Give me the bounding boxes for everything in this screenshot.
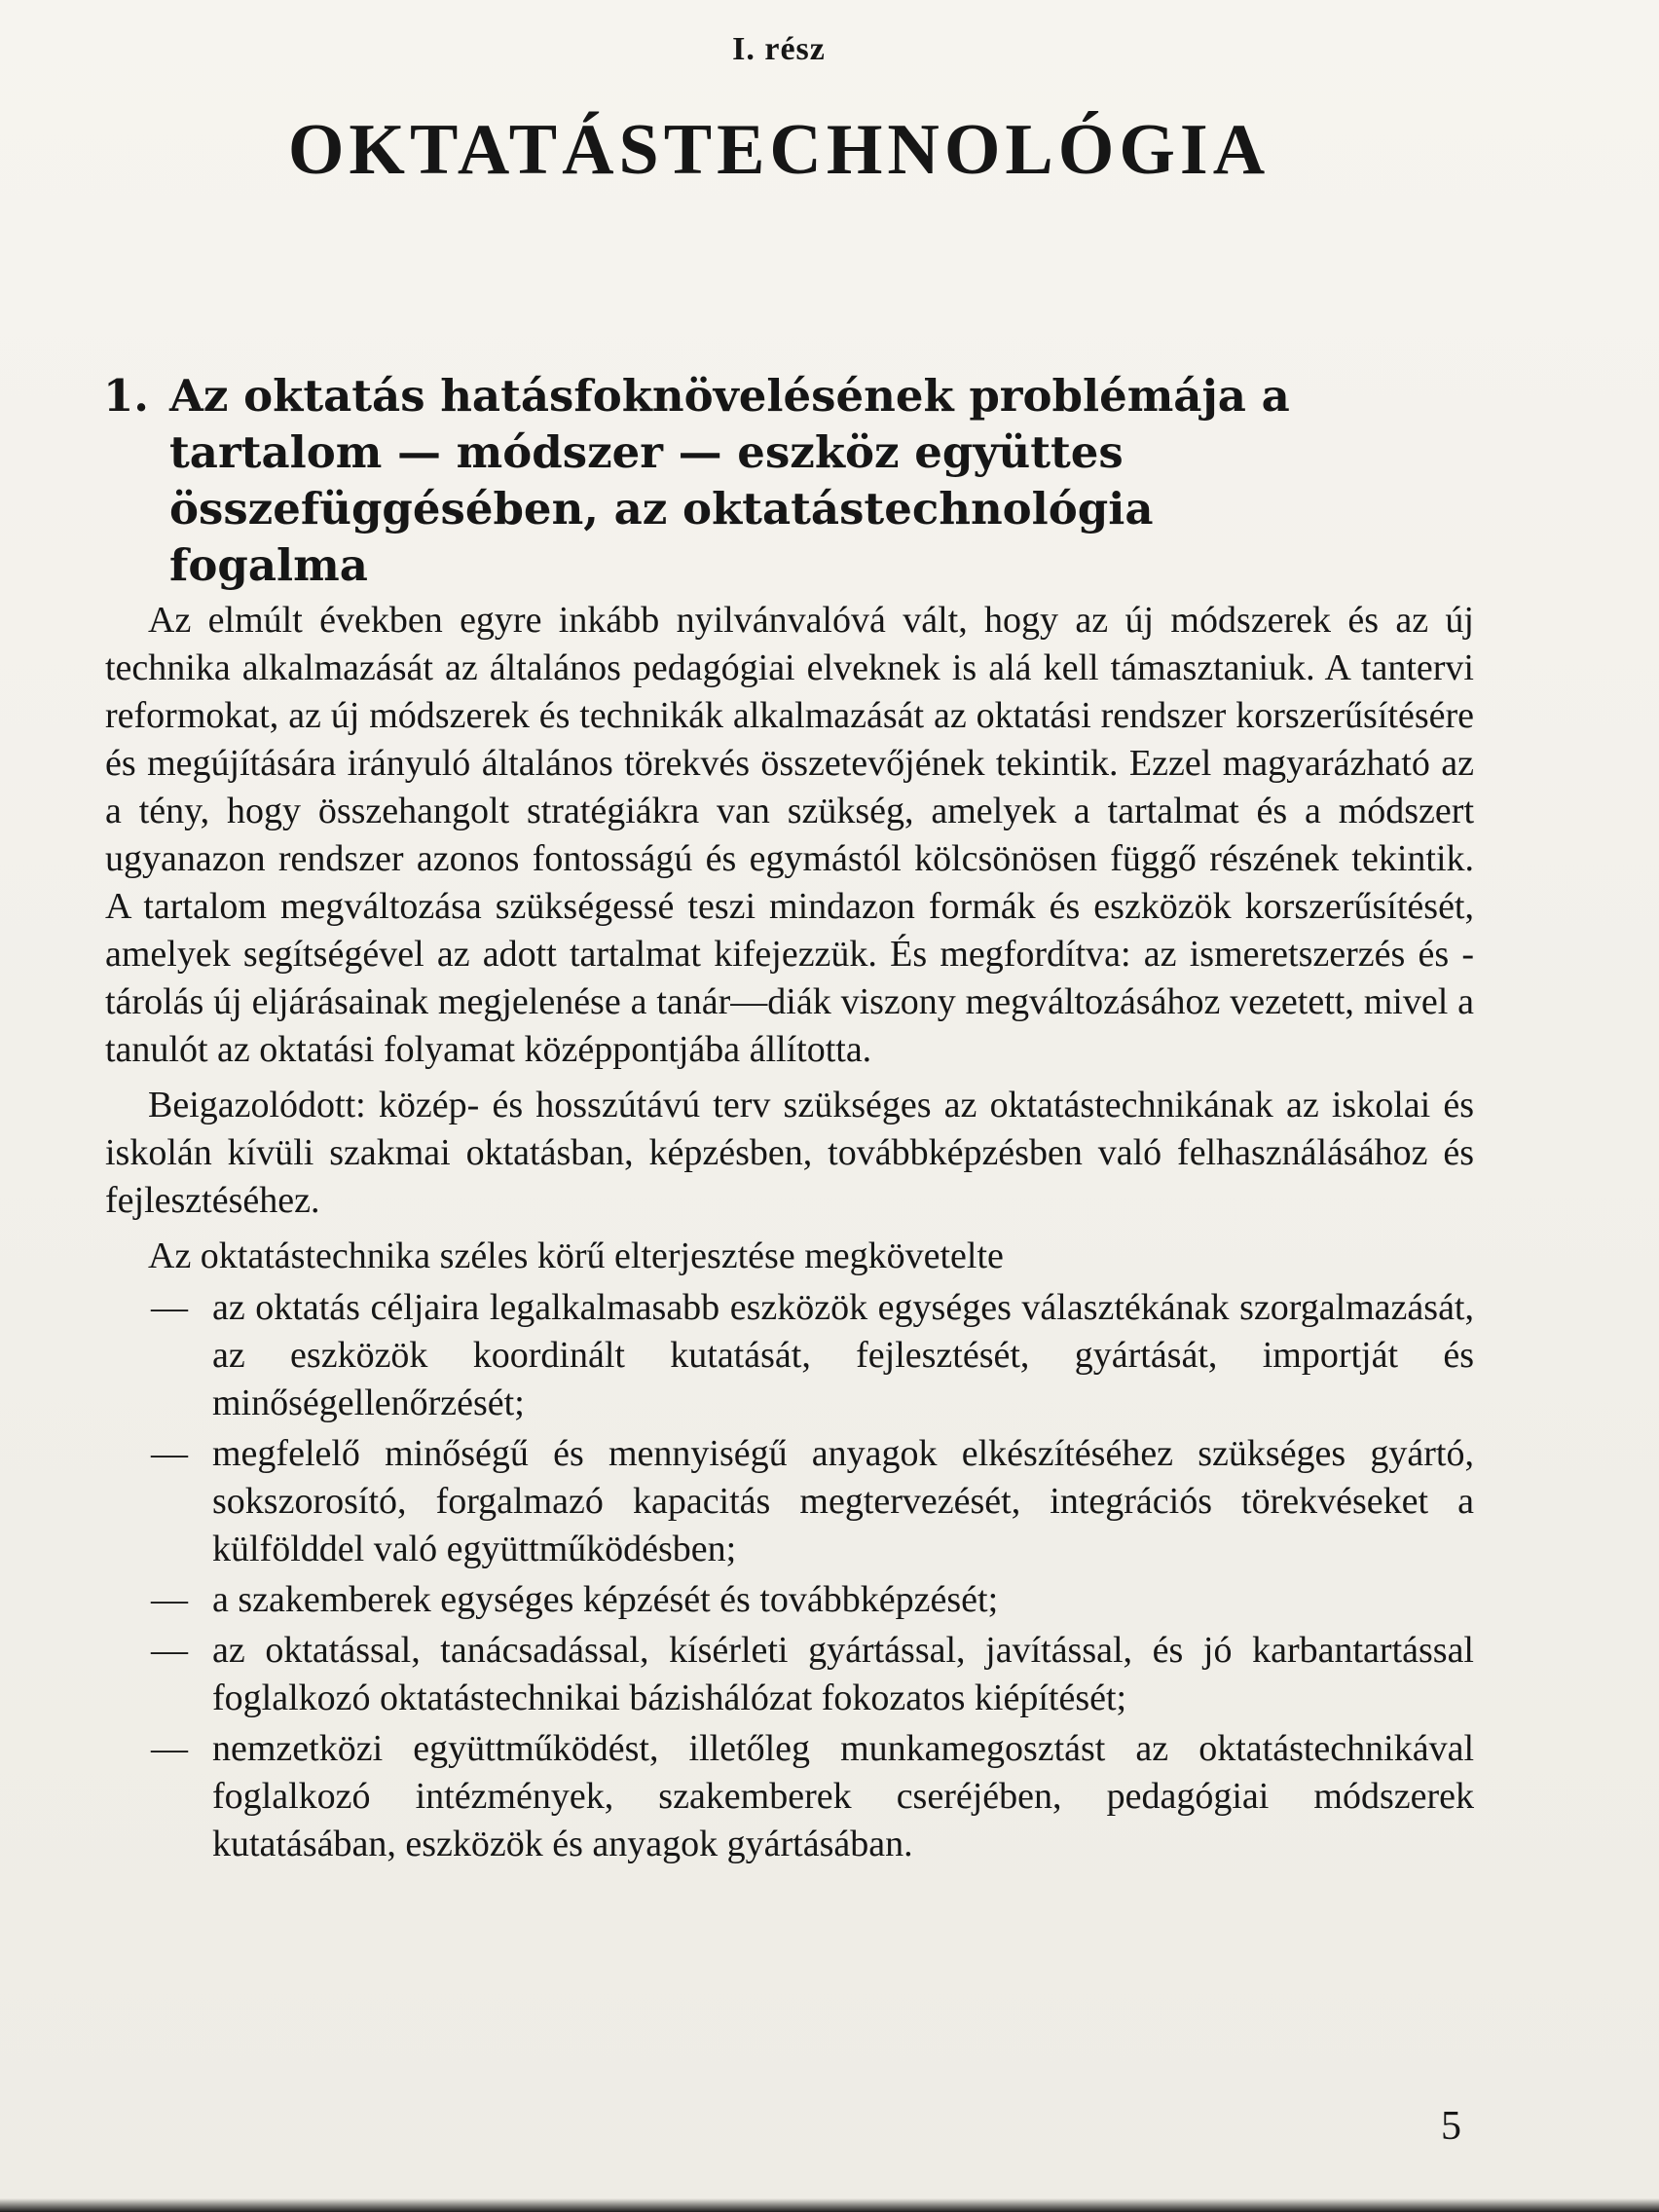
list-item — [105, 1725, 1474, 1868]
main-title: OKTATÁSTECHNOLÓGIA — [287, 110, 1271, 190]
page-number: 5 — [1441, 2104, 1461, 2149]
paragraph: Beigazolódott: közép- és hosszútávú terv szükséges az oktatástechnikának az iskolai és iskolán kívüli szakmai oktatásban, képzésben, továbbképzésben való felhasználásához és fejlesztéséhez. — [105, 1085, 1474, 1221]
section-number: 1. — [103, 370, 149, 422]
list-item — [105, 1284, 1474, 1427]
section-heading — [103, 368, 1310, 594]
requirements-list — [105, 1284, 1474, 1868]
list-item — [105, 1627, 1474, 1722]
body-text — [105, 597, 1474, 1868]
paragraph: Az elmúlt években egyre inkább nyilvánvalóvá vált, hogy az új módszerek és az új technika alkalmazását az általános pedagógiai elveknek is alá kell támasztaniuk. A tantervi reformokat, az új módszerek és technikák alkalmazását az oktatási rendszer korszerűsítésére és megújítására irányuló általános törekvés összetevőjének tekintik. Ezzel magyarázható az a tény, hogy összehangolt stratégiákra van szükség, amelyek a tartalmat és a módszert ugyanazon rendszer azonos fontosságú és egymástól kölcsönösen függő részének tekintik. A tartalom megváltozása szükségessé teszi mindazon formák és eszközök korszerűsítését, amelyek segítségével az adott tartalmat kifejezzük. És megfordítva: az ismeretszerzés és -tárolás új eljárásainak megjelenése a tanár—diák viszony megváltozásához vezetett, mivel a tanulót az oktatási folyamat középpontjába állította. — [105, 600, 1474, 1070]
list-item-text: a szakemberek egységes képzését és továbbképzését; — [212, 1579, 999, 1620]
list-intro: Az oktatástechnika széles körű elterjesztése megkövetelte — [148, 1235, 1004, 1276]
dash-bullet: — — [151, 1728, 188, 1769]
list-item-text: nemzetközi együttműködést, illetőleg munkamegosztást az oktatástechnikával foglalkozó intézmények, szakemberek cseréjében, pedagógiai módszerek kutatásában, eszközök és anyagok gyártásában. — [212, 1728, 1474, 1864]
dash-bullet: — — [151, 1630, 188, 1671]
list-item-text: az oktatás céljaira legalkalmasabb eszközök egységes választékának szorgalmazását, az eszközök koordinált kutatását, fejlesztését, gyártását, importját és minőségellenőrzését; — [212, 1287, 1474, 1423]
list-item — [105, 1576, 1474, 1624]
list-item — [105, 1430, 1474, 1573]
dash-bullet: — — [151, 1287, 188, 1328]
dash-bullet: — — [151, 1433, 188, 1474]
part-label: I. rész — [732, 31, 826, 67]
section-title: Az oktatás hatásfoknövelésének problémája a tartalom — módszer — eszköz együttes összefüggésében, az oktatástechnológia fogalma — [169, 370, 1290, 591]
scan-edge — [0, 2198, 1659, 2212]
list-item-text: az oktatással, tanácsadással, kísérleti gyártással, javítással, és jó karbantartással foglalkozó oktatástechnikai bázishálózat fokozatos kiépítését; — [212, 1630, 1474, 1718]
list-item-text: megfelelő minőségű és mennyiségű anyagok elkészítéséhez szükséges gyártó, sokszorosító, forgalmazó kapacitás megtervezését, integrációs törekvéseket a külfölddel való együttműködésben; — [212, 1433, 1474, 1569]
dash-bullet: — — [151, 1579, 188, 1620]
